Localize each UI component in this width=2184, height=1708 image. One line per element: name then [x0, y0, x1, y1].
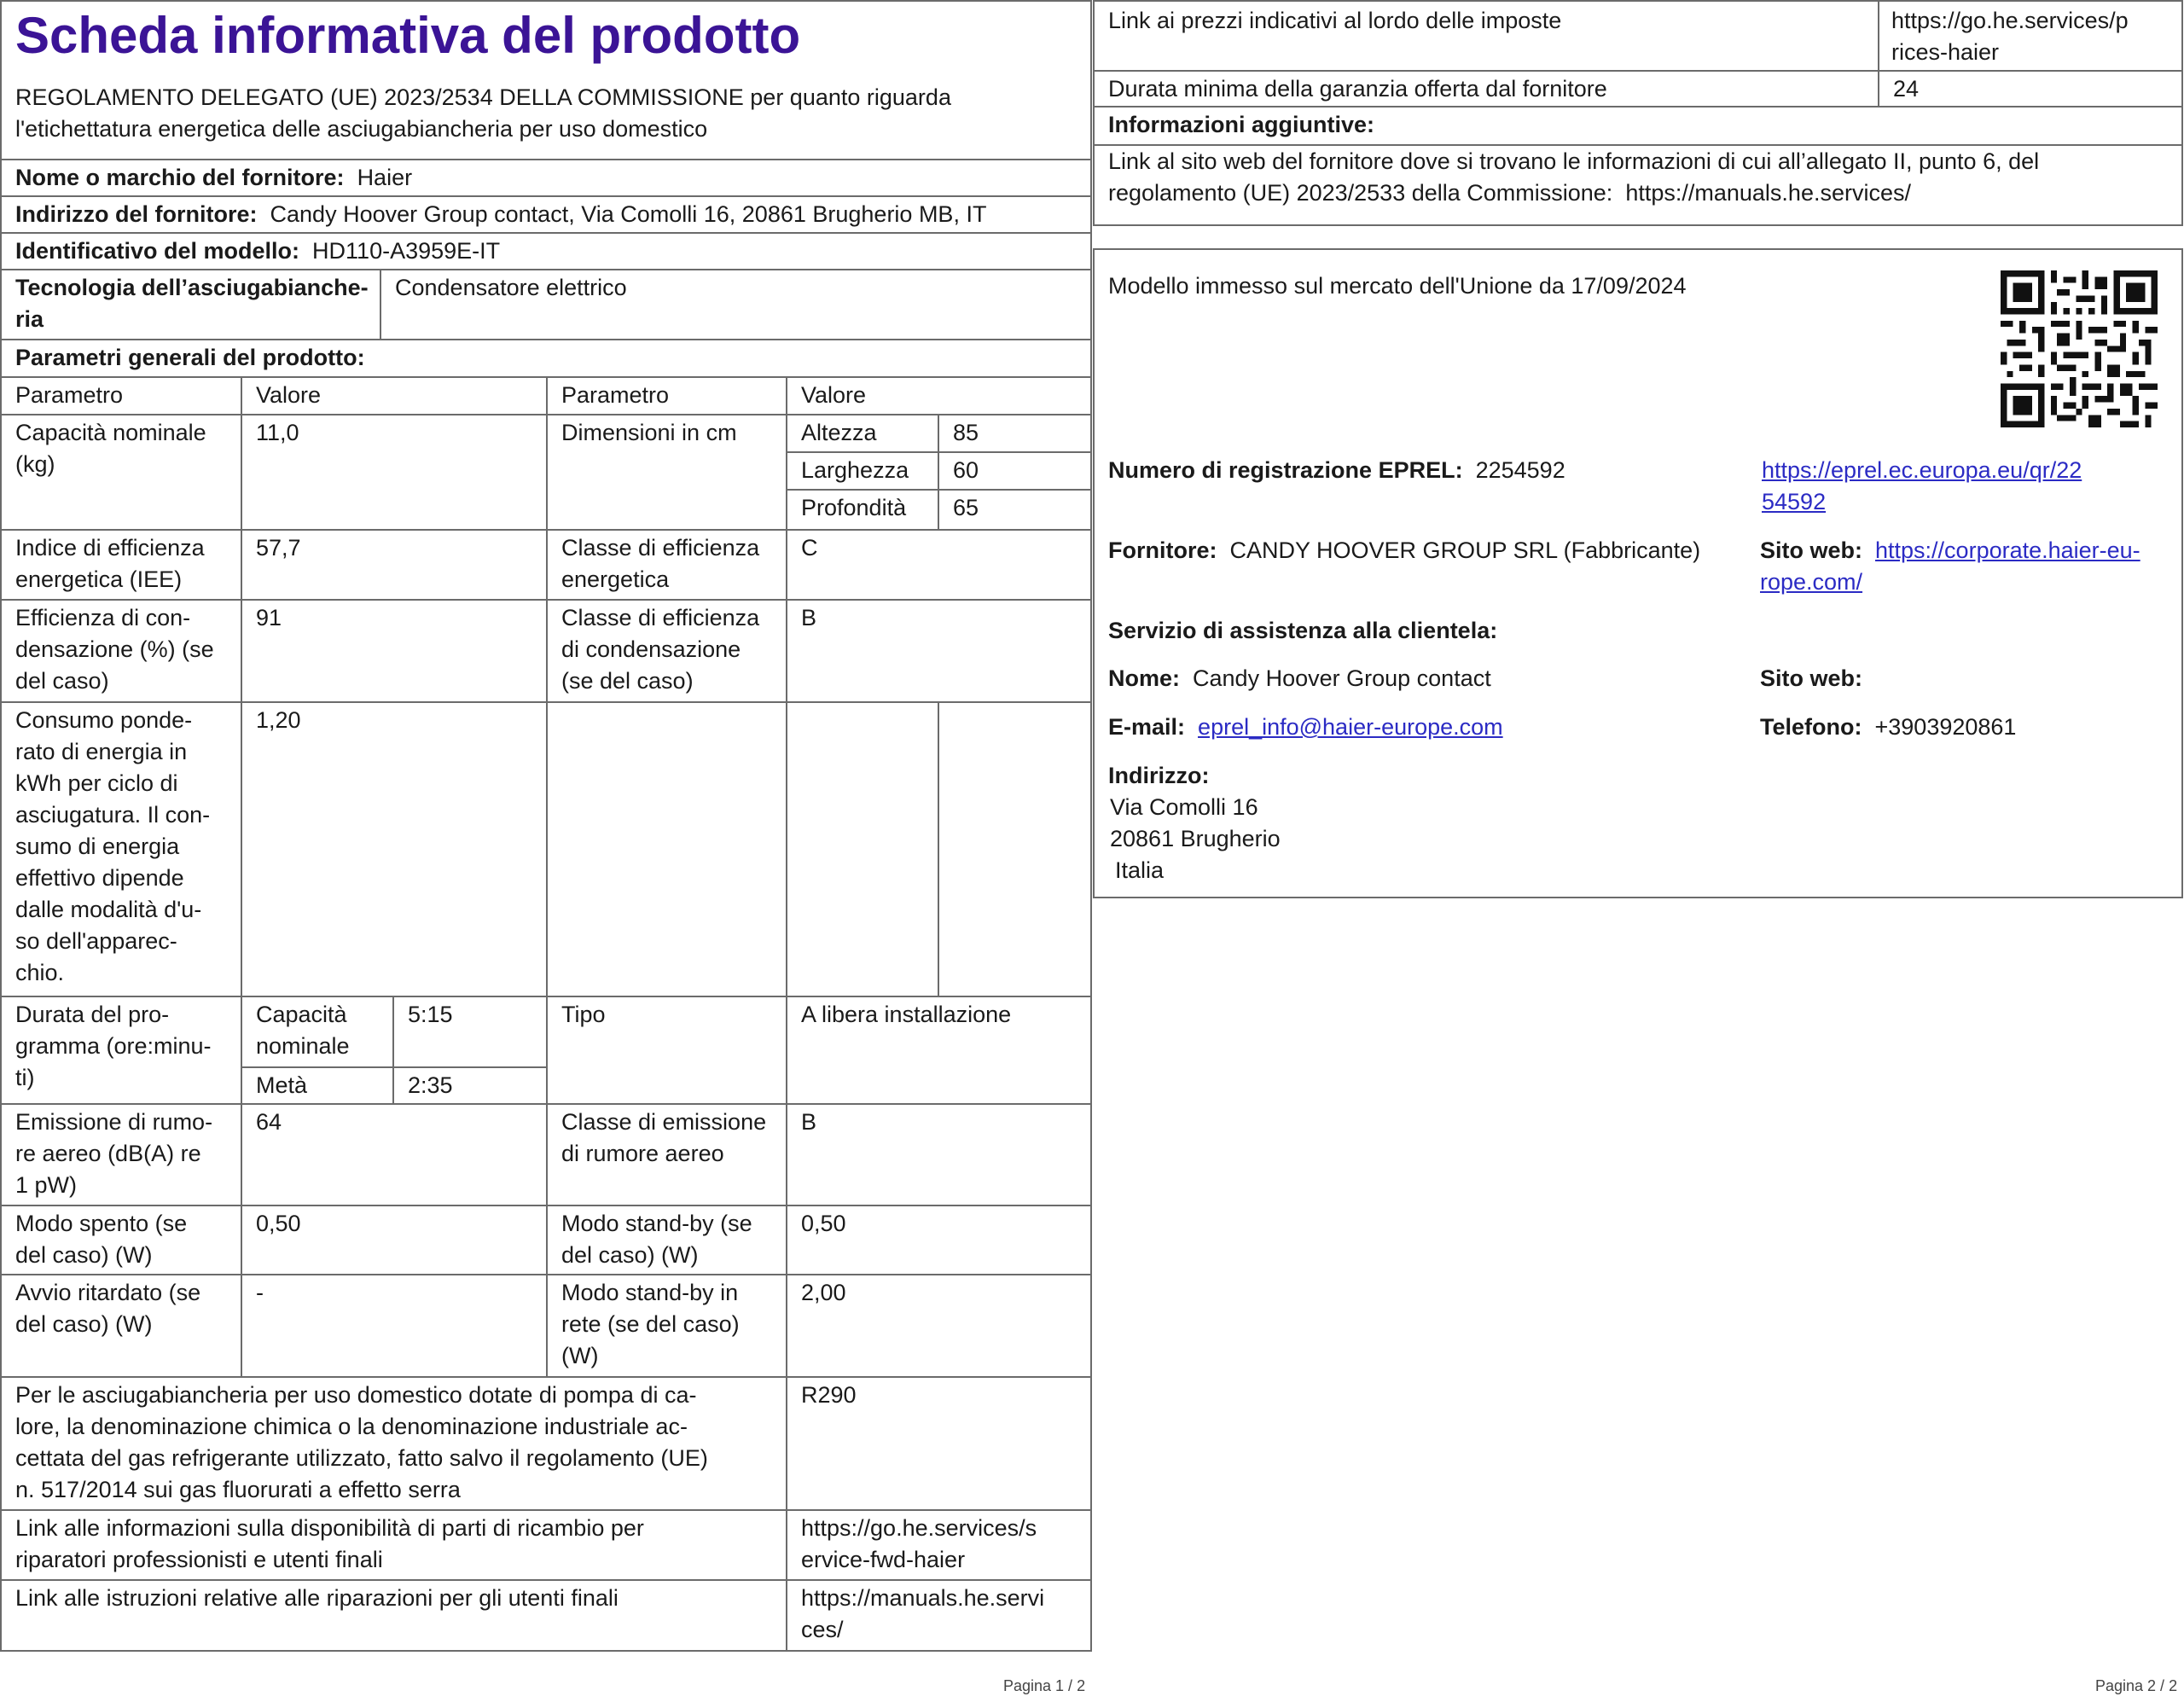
technology-label-line-2: ria [15, 306, 44, 332]
prices-link-line-1[interactable]: https://go.he.services/p [1891, 8, 2129, 33]
refrigerant-label-line-1: Per le asciugabiancheria per uso domestico dotate di pompa di ca- [15, 1382, 697, 1408]
qr-code-icon [2001, 270, 2158, 427]
eei-label-cell [0, 529, 242, 601]
energy-label-line-2: rato di energia in [15, 739, 188, 764]
off-mode-label-line-2: del caso) (W) [15, 1242, 153, 1268]
spare-parts-link-cell[interactable] [786, 1509, 1092, 1581]
energy-label-line-4: asciugatura. Il con- [15, 802, 211, 828]
eei-class-label-line-2: energetica [561, 566, 670, 592]
refrigerant-label-line-2: lore, la denominazione chimica o la denominazione industriale ac- [15, 1414, 688, 1439]
general-params-label: Parametri generali del prodotto: [15, 345, 365, 370]
depth-value: 65 [953, 495, 979, 520]
condensation-label-line-3: del caso) [15, 668, 109, 694]
technology-value: Condensatore elettrico [395, 275, 627, 300]
eei-class-value: C [801, 535, 818, 561]
energy-label-line-1: Consumo ponde- [15, 707, 193, 733]
noise-label-line-1: Emissione di rumo- [15, 1109, 213, 1135]
noise-label-cell [0, 1103, 242, 1206]
duration-half-value-cell [392, 1066, 548, 1105]
repair-link-line-2[interactable]: ces/ [801, 1617, 844, 1642]
capacity-label-line-1: Capacità nominale [15, 420, 206, 445]
eprel-row [1108, 455, 1565, 486]
standby-value: 0,50 [801, 1211, 846, 1236]
height-label-cell [786, 414, 939, 453]
duration-half-label-cell [241, 1066, 394, 1105]
website-link-line-1[interactable]: https://corporate.haier-eu- [1875, 537, 2140, 563]
eei-value: 57,7 [256, 535, 301, 561]
empty-cell [546, 701, 787, 997]
noise-class-value: B [801, 1109, 817, 1135]
empty-cell [938, 701, 1092, 997]
supplier-row [1108, 535, 1700, 566]
email-row [1108, 712, 1503, 743]
customer-service-label: Servizio di assistenza alla clientela: [1108, 618, 1498, 643]
header-block [0, 0, 1092, 160]
capacity-label-line-2: (kg) [15, 451, 55, 477]
supplier-value: CANDY HOOVER GROUP SRL (Fabbricante) [1229, 537, 1701, 563]
eei-class-cell [786, 529, 1092, 601]
eei-label-line-2: energetica (IEE) [15, 566, 183, 592]
refrigerant-value: R290 [801, 1382, 857, 1408]
duration-half-value: 2:35 [408, 1072, 453, 1098]
prices-link-cell[interactable] [1878, 0, 2183, 72]
address-line-2: 20861 Brugherio [1110, 826, 1281, 851]
height-value: 85 [953, 420, 979, 445]
standby-label-cell [546, 1205, 787, 1275]
header-param-1 [0, 376, 242, 415]
model-id-row [0, 232, 1092, 270]
duration-label-line-3: ti) [15, 1065, 35, 1090]
condensation-label-line-1: Efficienza di con- [15, 605, 191, 630]
standby-value-cell [786, 1205, 1092, 1275]
email-label: E-mail: [1108, 714, 1186, 740]
refrigerant-label-cell [0, 1376, 787, 1511]
noise-class-label-cell [546, 1103, 787, 1206]
noise-value: 64 [256, 1109, 282, 1135]
condensation-value: 91 [256, 605, 282, 630]
network-standby-label-line-2: rete (se del caso) [561, 1311, 740, 1337]
condensation-label-line-2: densazione (%) (se [15, 636, 214, 662]
header-param-2-text: Parametro [561, 382, 670, 408]
width-label: Larghezza [801, 457, 909, 483]
prices-label: Link ai prezzi indicativi al lordo delle imposte [1108, 8, 1562, 33]
depth-label: Profondità [801, 495, 907, 520]
refrigerant-label-line-3: cettata del gas refrigerante utilizzato, fatto salvo il regolamento (UE) [15, 1445, 708, 1471]
standby-label-line-2: del caso) (W) [561, 1242, 699, 1268]
service-name-row [1108, 663, 1491, 694]
width-value-cell [938, 451, 1092, 491]
general-params-row [0, 339, 1092, 378]
noise-class-label-line-2: di rumore aereo [561, 1141, 724, 1166]
delay-label-line-2: del caso) (W) [15, 1311, 153, 1337]
noise-class-label-line-1: Classe di emissione [561, 1109, 767, 1135]
address-line-3: Italia [1115, 857, 1165, 883]
duration-label-line-1: Durata del pro- [15, 1002, 170, 1027]
network-standby-label-line-1: Modo stand-by in [561, 1280, 739, 1305]
condensation-class-label-line-1: Classe di efficienza [561, 605, 760, 630]
additional-info-label: Informazioni aggiuntive: [1108, 112, 1375, 137]
duration-full-label-cell [241, 996, 394, 1068]
website-info-cell [1093, 144, 2183, 226]
type-label-cell [546, 996, 787, 1105]
condensation-class-label-cell [546, 599, 787, 703]
type-value-cell [786, 996, 1092, 1105]
supplier-name-label: Nome o marchio del fornitore: [15, 165, 345, 190]
address-label: Indirizzo: [1108, 763, 1210, 788]
technology-label-cell [0, 269, 381, 340]
delay-value: - [256, 1280, 264, 1305]
warranty-value: 24 [1893, 76, 1920, 102]
refrigerant-label-line-4: n. 517/2014 sui gas fluorurati a effetto serra [15, 1477, 461, 1502]
eei-value-cell [241, 529, 548, 601]
condensation-class-label-line-2: di condensazione [561, 636, 741, 662]
off-mode-label-line-1: Modo spento (se [15, 1211, 188, 1236]
capacity-value: 11,0 [256, 420, 299, 445]
spare-parts-label-line-2: riparatori professionisti e utenti finali [15, 1547, 383, 1572]
supplier-name-row [0, 159, 1092, 197]
network-standby-value: 2,00 [801, 1280, 846, 1305]
type-value: A libera installazione [801, 1002, 1012, 1027]
condensation-class-label-line-3: (se del caso) [561, 668, 694, 694]
repair-link-cell[interactable] [786, 1579, 1092, 1652]
website-info-line-2: regolamento (UE) 2023/2533 della Commissione: [1108, 180, 1613, 206]
energy-value: 1,20 [256, 707, 301, 733]
header-value-2-text: Valore [801, 382, 867, 408]
warranty-label-cell [1093, 70, 1879, 107]
duration-full-label-line-1: Capacità [256, 1002, 347, 1027]
header-value-1 [241, 376, 548, 415]
dimensions-label-cell [546, 414, 787, 531]
address-line-1: Via Comolli 16 [1110, 794, 1258, 820]
energy-label-line-7: dalle modalità d'u- [15, 897, 202, 922]
service-name-label: Nome: [1108, 665, 1181, 691]
noise-label-line-3: 1 pW) [15, 1172, 78, 1198]
page-title: Scheda informativa del prodotto [15, 7, 801, 64]
website-link-line-2[interactable]: rope.com/ [1760, 569, 1863, 595]
off-mode-label-cell [0, 1205, 242, 1275]
condensation-label-cell [0, 599, 242, 703]
eei-label-line-1: Indice di efficienza [15, 535, 205, 561]
network-standby-label-line-3: (W) [561, 1343, 599, 1368]
width-label-cell [786, 451, 939, 491]
eprel-value: 2254592 [1475, 457, 1565, 483]
energy-label-line-6: effettivo dipende [15, 865, 184, 891]
noise-value-cell [241, 1103, 548, 1206]
energy-label-line-3: kWh per ciclo di [15, 770, 178, 796]
supplier-address-row [0, 195, 1092, 234]
eprel-link-line-2[interactable]: 54592 [1762, 489, 1827, 514]
network-standby-value-cell [786, 1274, 1092, 1378]
service-website-row [1760, 663, 1862, 694]
supplier-address-label: Indirizzo del fornitore: [15, 201, 258, 227]
email-link[interactable]: eprel_info@haier-europe.com [1198, 714, 1503, 740]
warranty-value-cell [1878, 70, 2183, 107]
eprel-link-line-1[interactable]: https://eprel.ec.europa.eu/qr/22 [1762, 457, 2082, 483]
additional-info-row [1093, 106, 2183, 146]
eei-class-label-cell [546, 529, 787, 601]
duration-label-cell [0, 996, 242, 1105]
service-website-label: Sito web: [1760, 665, 1862, 691]
header-value-1-text: Valore [256, 382, 322, 408]
capacity-label-cell [0, 414, 242, 531]
off-mode-value-cell [241, 1205, 548, 1275]
phone-row [1760, 712, 2016, 743]
website-info-line-1: Link al sito web del fornitore dove si trovano le informazioni di cui all’allegato II, punto 6, del [1108, 148, 2040, 174]
header-param-1-text: Parametro [15, 382, 124, 408]
delay-value-cell [241, 1274, 548, 1378]
website-info-link[interactable]: https://manuals.he.services/ [1625, 180, 1911, 206]
capacity-value-cell [241, 414, 548, 531]
prices-link-line-2[interactable]: rices-haier [1891, 39, 2000, 65]
delay-label-cell [0, 1274, 242, 1378]
type-label: Tipo [561, 1002, 606, 1027]
prices-label-cell [1093, 0, 1879, 72]
duration-full-label-line-2: nominale [256, 1033, 350, 1059]
network-standby-label-cell [546, 1274, 787, 1378]
width-value: 60 [953, 457, 979, 483]
supplier-name-value: Haier [357, 165, 413, 190]
depth-value-cell [938, 489, 1092, 531]
condensation-value-cell [241, 599, 548, 703]
energy-value-cell [241, 701, 548, 997]
spare-parts-link-line-2[interactable]: ervice-fwd-haier [801, 1547, 966, 1572]
page-number-2: Pagina 2 / 2 [2095, 1677, 2178, 1694]
website-label: Sito web: [1760, 537, 1862, 563]
regulation-line-1: REGOLAMENTO DELEGATO (UE) 2023/2534 DELLA COMMISSIONE per quanto riguarda [15, 84, 951, 110]
delay-label-line-1: Avvio ritardato (se [15, 1280, 201, 1305]
off-mode-value: 0,50 [256, 1211, 301, 1236]
duration-half-label: Metà [256, 1072, 308, 1098]
market-date-text: Modello immesso sul mercato dell'Unione da 17/09/2024 [1108, 273, 1687, 299]
energy-label-cell [0, 701, 242, 997]
height-label: Altezza [801, 420, 877, 445]
duration-full-value: 5:15 [408, 1002, 453, 1027]
model-id-value: HD110-A3959E-IT [312, 238, 501, 264]
phone-value: +3903920861 [1874, 714, 2017, 740]
repair-link-line-1[interactable]: https://manuals.he.servi [801, 1585, 1045, 1611]
duration-full-value-cell [392, 996, 548, 1068]
page-number-1: Pagina 1 / 2 [1003, 1677, 1086, 1694]
supplier-info-box [1093, 248, 2183, 898]
supplier-address-value: Candy Hoover Group contact, Via Comolli 16, 20861 Brugherio MB, IT [270, 201, 987, 227]
technology-value-cell [380, 269, 1092, 340]
service-name-value: Candy Hoover Group contact [1193, 665, 1491, 691]
refrigerant-value-cell [786, 1376, 1092, 1511]
technology-label-line-1: Tecnologia dell’asciugabianche- [15, 275, 369, 300]
model-id-label: Identificativo del modello: [15, 238, 300, 264]
repair-label: Link alle istruzioni relative alle riparazioni per gli utenti finali [15, 1585, 619, 1611]
spare-parts-label-cell [0, 1509, 787, 1581]
height-value-cell [938, 414, 1092, 453]
repair-label-cell [0, 1579, 787, 1652]
phone-label: Telefono: [1760, 714, 1862, 740]
spare-parts-link-line-1[interactable]: https://go.he.services/s [801, 1515, 1037, 1541]
noise-class-cell [786, 1103, 1092, 1206]
address-block [1108, 760, 1281, 886]
energy-label-line-8: so dell'apparec- [15, 928, 177, 954]
condensation-class-value: B [801, 605, 817, 630]
spare-parts-label-line-1: Link alle informazioni sulla disponibilità di parti di ricambio per [15, 1515, 644, 1541]
regulation-line-2: l'etichettatura energetica delle asciugabiancheria per uso domestico [15, 116, 708, 142]
energy-label-line-5: sumo di energia [15, 834, 180, 859]
energy-label-line-9: chio. [15, 960, 65, 985]
duration-label-line-2: gramma (ore:minu- [15, 1033, 212, 1059]
condensation-class-cell [786, 599, 1092, 703]
header-value-2 [786, 376, 1092, 415]
eprel-link[interactable] [1762, 455, 2082, 518]
standby-label-line-1: Modo stand-by (se [561, 1211, 752, 1236]
eei-class-label-line-1: Classe di efficienza [561, 535, 760, 561]
depth-label-cell [786, 489, 939, 531]
empty-cell [786, 701, 939, 997]
divider [241, 456, 242, 491]
website-row [1760, 535, 2140, 598]
supplier-label: Fornitore: [1108, 537, 1217, 563]
header-param-2 [546, 376, 787, 415]
noise-label-line-2: re aereo (dB(A) re [15, 1141, 201, 1166]
dimensions-label: Dimensioni in cm [561, 420, 737, 445]
eprel-label: Numero di registrazione EPREL: [1108, 457, 1463, 483]
warranty-label: Durata minima della garanzia offerta dal fornitore [1108, 76, 1607, 102]
